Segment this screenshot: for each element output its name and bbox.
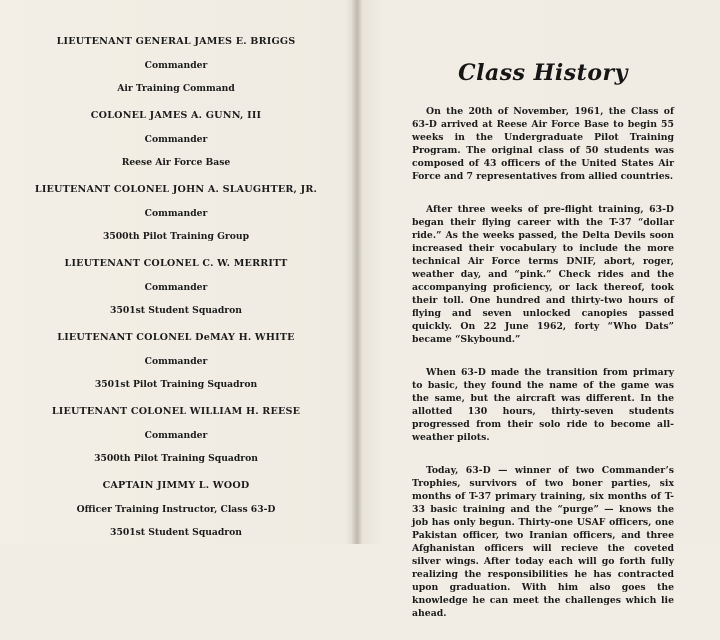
class-history-page [412, 60, 674, 640]
officer-title: Commander [144, 430, 208, 441]
officer-name: LIEUTENANT COLONEL DeMAY H. WHITE [57, 332, 295, 343]
officer-name: LIEUTENANT COLONEL WILLIAM H. REESE [51, 406, 301, 417]
officer-unit: Reese Air Force Base [121, 157, 231, 168]
officer-title: Commander [144, 134, 208, 145]
officer-title: Commander [144, 356, 208, 367]
officers-page [20, 36, 332, 554]
officer-unit: 3500th Pilot Training Group [103, 231, 249, 242]
officer-entry [20, 36, 332, 95]
history-paragraph: Today, 63-D — winner of two Commander’s Trophies, survivors of two boner parties, six months of T-37 primary training, six months of T-33 basic training and the “purge” — knows the job has only begun. Thirty-one USAF officers, one Pakistan officer, two Iranian officers, and three Afghanistan officers will recieve the coveted silver wings. After today each will go forth fully realizing the responsibilities he has contracted upon graduation. With him also goes the knowledge he can meet the challenges which lie ahead. [412, 465, 674, 619]
officer-name: LIEUTENANT COLONEL JOHN A. SLAUGHTER, JR. [34, 184, 318, 195]
officer-entry [20, 110, 332, 169]
officer-title: Commander [144, 282, 208, 293]
officer-unit: 3501st Student Squadron [110, 527, 242, 538]
officer-title: Commander [144, 60, 208, 71]
officer-name: CAPTAIN JIMMY L. WOOD [102, 480, 250, 491]
history-paragraph: On the 20th of November, 1961, the Class of 63-D arrived at Reese Air Force Base to begin 55 weeks in the Undergraduate Pilot Training Program. The original class of 50 students was composed of 43 officers of the United States Air Force and 7 representatives from allied countries. [412, 106, 674, 182]
history-paragraph: When 63-D made the transition from primary to basic, they found the name of the game was the same, but the aircraft was different. In the allotted 130 hours, thirty-seven students progressed from their solo ride to become all-weather pilots. [412, 367, 674, 443]
officer-unit: 3501st Student Squadron [110, 305, 242, 316]
page-title: Class History [458, 60, 628, 86]
officer-title: Commander [144, 208, 208, 219]
officer-entry [20, 332, 332, 391]
officer-name: LIEUTENANT GENERAL JAMES E. BRIGGS [56, 36, 296, 47]
officer-entry [20, 258, 332, 317]
officer-unit: Air Training Command [117, 83, 235, 94]
officer-entry [20, 184, 332, 243]
officer-unit: 3500th Pilot Training Squadron [94, 453, 258, 464]
officer-entry [20, 480, 332, 539]
history-paragraph: After three weeks of pre-flight training, 63-D began their flying career with the T-37 “dollar ride.” As the weeks passed, the Delta Devils soon increased their vocabulary to include the more technical Air Force terms DNIF, abort, roger, weather day, and “pink.” Check rides and the accompanying proficiency, or lack thereof, took their toll. One hundred and thirty-two hours of flying and seven unlocked canopies passed quickly. On 22 June 1962, forty “Who Dats” became “Skybound.” [412, 204, 674, 345]
officer-entry [20, 406, 332, 465]
officer-title: Officer Training Instructor, Class 63-D [76, 504, 276, 515]
page-gutter [352, 0, 362, 544]
officer-name: COLONEL JAMES A. GUNN, III [90, 110, 262, 121]
officer-unit: 3501st Pilot Training Squadron [94, 379, 258, 390]
officer-name: LIEUTENANT COLONEL C. W. MERRITT [64, 258, 288, 269]
